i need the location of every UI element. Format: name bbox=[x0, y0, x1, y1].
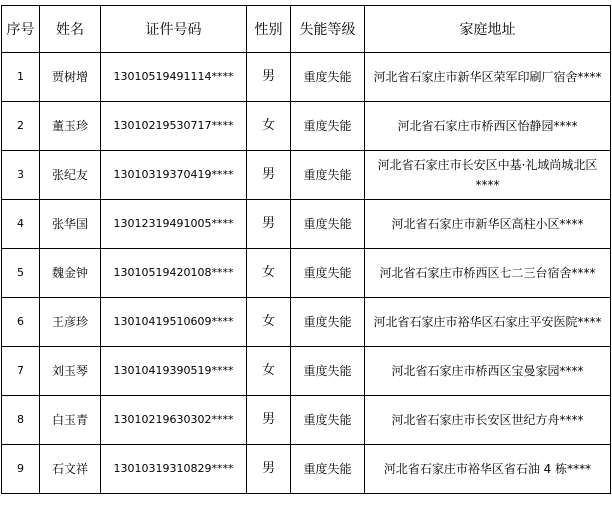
disability-table bbox=[1, 5, 611, 494]
cell-no: 6 bbox=[2, 298, 40, 347]
cell-name: 张纪友 bbox=[40, 151, 101, 200]
cell-level: 重度失能 bbox=[291, 102, 365, 151]
cell-id: 13012319491005**** bbox=[101, 200, 247, 249]
cell-sex: 女 bbox=[247, 347, 291, 396]
cell-name: 王彦珍 bbox=[40, 298, 101, 347]
cell-sex: 男 bbox=[247, 53, 291, 102]
table-row bbox=[2, 151, 611, 200]
cell-sex: 男 bbox=[247, 396, 291, 445]
header-address: 家庭地址 bbox=[365, 6, 611, 53]
cell-id: 13010219630302**** bbox=[101, 396, 247, 445]
cell-address: 河北省石家庄市裕华区省石油 4 栋**** bbox=[365, 445, 611, 494]
cell-name: 刘玉琴 bbox=[40, 347, 101, 396]
cell-id: 13010519491114**** bbox=[101, 53, 247, 102]
cell-level: 重度失能 bbox=[291, 249, 365, 298]
cell-level: 重度失能 bbox=[291, 298, 365, 347]
cell-address: 河北省石家庄市桥西区七二三台宿舍**** bbox=[365, 249, 611, 298]
cell-id: 13010219530717**** bbox=[101, 102, 247, 151]
cell-sex: 男 bbox=[247, 445, 291, 494]
cell-address: 河北省石家庄市裕华区石家庄平安医院**** bbox=[365, 298, 611, 347]
cell-no: 7 bbox=[2, 347, 40, 396]
cell-sex: 男 bbox=[247, 200, 291, 249]
cell-no: 5 bbox=[2, 249, 40, 298]
cell-id: 13010419510609**** bbox=[101, 298, 247, 347]
cell-name: 张华国 bbox=[40, 200, 101, 249]
cell-level: 重度失能 bbox=[291, 200, 365, 249]
cell-name: 董玉珍 bbox=[40, 102, 101, 151]
cell-no: 3 bbox=[2, 151, 40, 200]
header-name: 姓名 bbox=[40, 6, 101, 53]
cell-address: 河北省石家庄市长安区世纪方舟**** bbox=[365, 396, 611, 445]
cell-level: 重度失能 bbox=[291, 347, 365, 396]
cell-name: 贾树增 bbox=[40, 53, 101, 102]
cell-sex: 女 bbox=[247, 298, 291, 347]
cell-address: 河北省石家庄市长安区中基·礼域尚城北区**** bbox=[365, 151, 611, 200]
cell-no: 4 bbox=[2, 200, 40, 249]
header-row bbox=[2, 6, 611, 53]
table-row bbox=[2, 445, 611, 494]
cell-sex: 男 bbox=[247, 151, 291, 200]
cell-name: 魏金钟 bbox=[40, 249, 101, 298]
header-level: 失能等级 bbox=[291, 6, 365, 53]
table-container bbox=[1, 5, 611, 494]
cell-address: 河北省石家庄市新华区高柱小区**** bbox=[365, 200, 611, 249]
table-row bbox=[2, 102, 611, 151]
header-sex: 性别 bbox=[247, 6, 291, 53]
cell-level: 重度失能 bbox=[291, 445, 365, 494]
cell-address: 河北省石家庄市新华区荣军印刷厂宿舍**** bbox=[365, 53, 611, 102]
cell-id: 13010519420108**** bbox=[101, 249, 247, 298]
cell-address: 河北省石家庄市桥西区怡静园**** bbox=[365, 102, 611, 151]
header-no: 序号 bbox=[2, 6, 40, 53]
cell-sex: 女 bbox=[247, 102, 291, 151]
cell-level: 重度失能 bbox=[291, 53, 365, 102]
cell-level: 重度失能 bbox=[291, 151, 365, 200]
table-row bbox=[2, 396, 611, 445]
cell-name: 白玉青 bbox=[40, 396, 101, 445]
table-row bbox=[2, 249, 611, 298]
table-row bbox=[2, 347, 611, 396]
table-row bbox=[2, 53, 611, 102]
cell-address: 河北省石家庄市桥西区宝曼家园**** bbox=[365, 347, 611, 396]
cell-no: 8 bbox=[2, 396, 40, 445]
cell-sex: 女 bbox=[247, 249, 291, 298]
cell-no: 1 bbox=[2, 53, 40, 102]
cell-no: 2 bbox=[2, 102, 40, 151]
cell-id: 13010319370419**** bbox=[101, 151, 247, 200]
table-row bbox=[2, 200, 611, 249]
cell-name: 石文祥 bbox=[40, 445, 101, 494]
table-row bbox=[2, 298, 611, 347]
header-id: 证件号码 bbox=[101, 6, 247, 53]
cell-id: 13010419390519**** bbox=[101, 347, 247, 396]
cell-level: 重度失能 bbox=[291, 396, 365, 445]
cell-id: 13010319310829**** bbox=[101, 445, 247, 494]
cell-no: 9 bbox=[2, 445, 40, 494]
